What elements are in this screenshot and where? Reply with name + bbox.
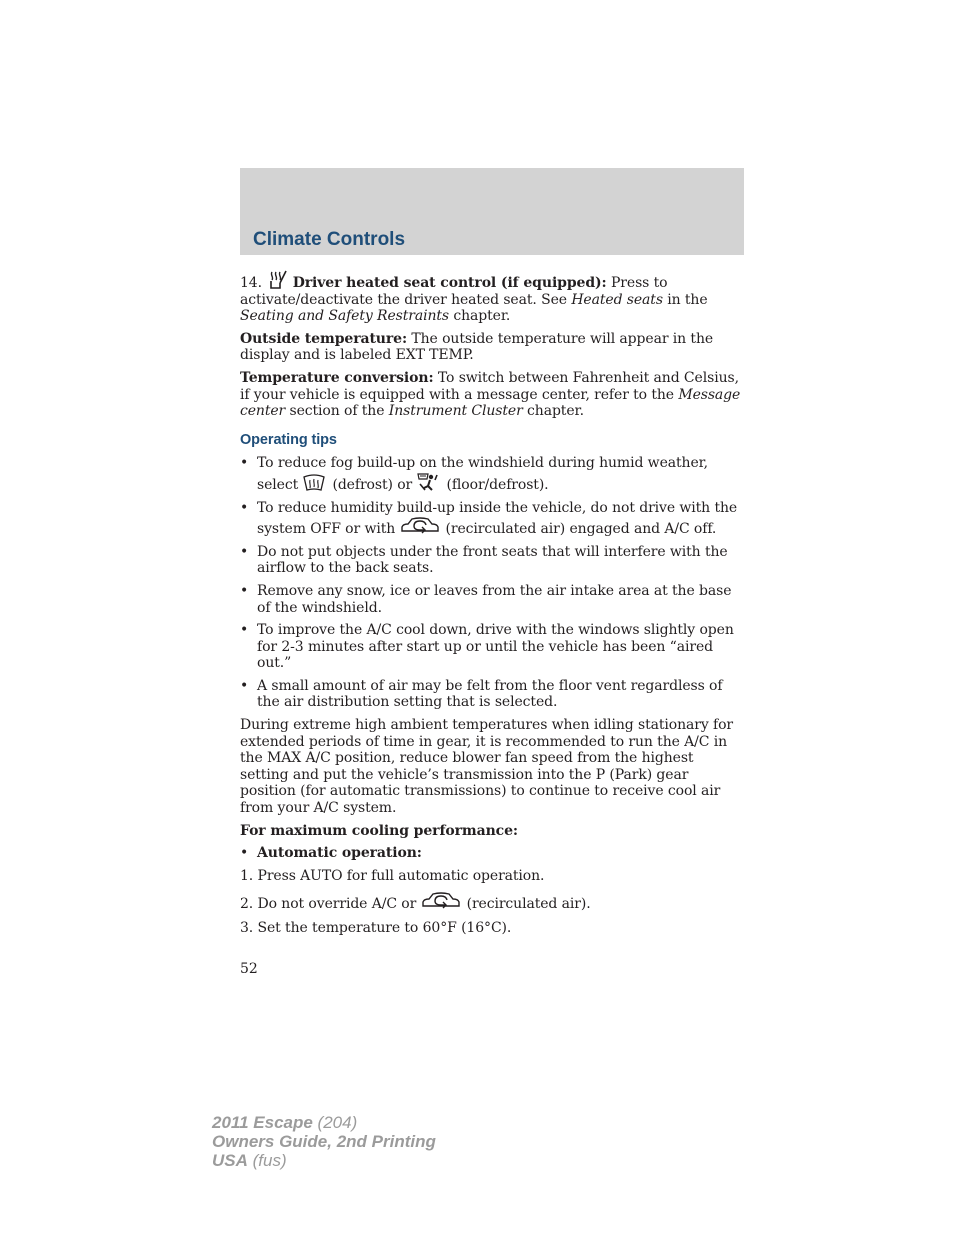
list-item: • A small amount of air may be felt from the floor vent regardless of the air distribution setting that is selected. [240, 678, 743, 711]
temperature-conversion-label: Temperature conversion: [240, 369, 434, 386]
header-band [240, 168, 744, 255]
footer-line-2: Owners Guide, 2nd Printing [212, 1132, 436, 1151]
page-content [240, 270, 743, 944]
footer [212, 1113, 436, 1170]
list-item: • To improve the A/C cool down, drive with the windows slightly open for 2-3 minutes after start up or until the vehicle has been “aired out.” [240, 622, 743, 672]
list-item: • Automatic operation: [240, 845, 743, 862]
instrument-cluster-ref: Instrument Cluster [388, 403, 523, 420]
list-item: • To reduce humidity build-up inside the vehicle, do not drive with the system OFF or with (recirculated air) engaged and A/C off. [240, 500, 743, 538]
heated-seat-icon [266, 270, 288, 290]
step-2: 2. Do not override A/C or (recirculated air). [240, 891, 743, 913]
extreme-temperatures-para: During extreme high ambient temperatures when idling stationary for extended periods of time in gear, it is recommended to run the A/C in the MAX A/C position, reduce blower fan speed from the highest setting and put the vehicle’s transmission into the P (Park) gear position (for automatic transmissions) to continue to receive cool air from your A/C system. [240, 717, 734, 817]
recirculated-air-icon [421, 891, 461, 911]
item-14-title: Driver heated seat control (if equipped): [292, 275, 607, 291]
seating-safety-ref: Seating and Safety Restraints [240, 308, 450, 325]
page-number: 52 [240, 961, 258, 977]
max-cooling-heading: For maximum cooling performance: [240, 822, 518, 839]
outside-temperature-para: Outside temperature: The outside temperature will appear in the display and is labeled EXT TEMP. [240, 330, 714, 364]
outside-temperature-label: Outside temperature: [240, 330, 408, 347]
operating-tips-list [240, 455, 743, 711]
step-1: 1. Press AUTO for full automatic operation. [240, 867, 545, 884]
temperature-conversion-para: Temperature conversion: To switch between Fahrenheit and Celsius, if your vehicle is equipped with a message center, refer to the Message center section of the Instrument Cluster chapter. [240, 369, 741, 420]
footer-line-1: 2011 Escape (204) [212, 1113, 358, 1132]
list-item: • Do not put objects under the front seats that will interfere with the airflow to the back seats. [240, 544, 743, 577]
list-item: • To reduce fog build-up on the windshield during humid weather, select (defrost) or (floor/defrost). [240, 455, 743, 493]
recirculated-air-icon [400, 516, 440, 536]
max-cooling-list [240, 845, 743, 862]
page-title: Climate Controls [253, 229, 406, 250]
defrost-icon [302, 474, 326, 492]
operating-tips-heading: Operating tips [240, 431, 337, 448]
footer-line-3: USA (fus) [212, 1151, 287, 1170]
list-item: • Remove any snow, ice or leaves from the air intake area at the base of the windshield. [240, 583, 743, 616]
item-number: 14. [240, 275, 262, 291]
item-14: 14. Driver heated seat control (if equipped): Press to activate/deactivate the driver heated seat. See Heated seats in the Seating and Safety Restraints chapter. [240, 270, 743, 325]
step-3: 3. Set the temperature to 60°F (16°C). [240, 920, 512, 936]
message-center-ref: Message center [240, 386, 741, 420]
heated-seats-ref: Heated seats [571, 291, 663, 308]
floor-defrost-icon [416, 472, 440, 492]
